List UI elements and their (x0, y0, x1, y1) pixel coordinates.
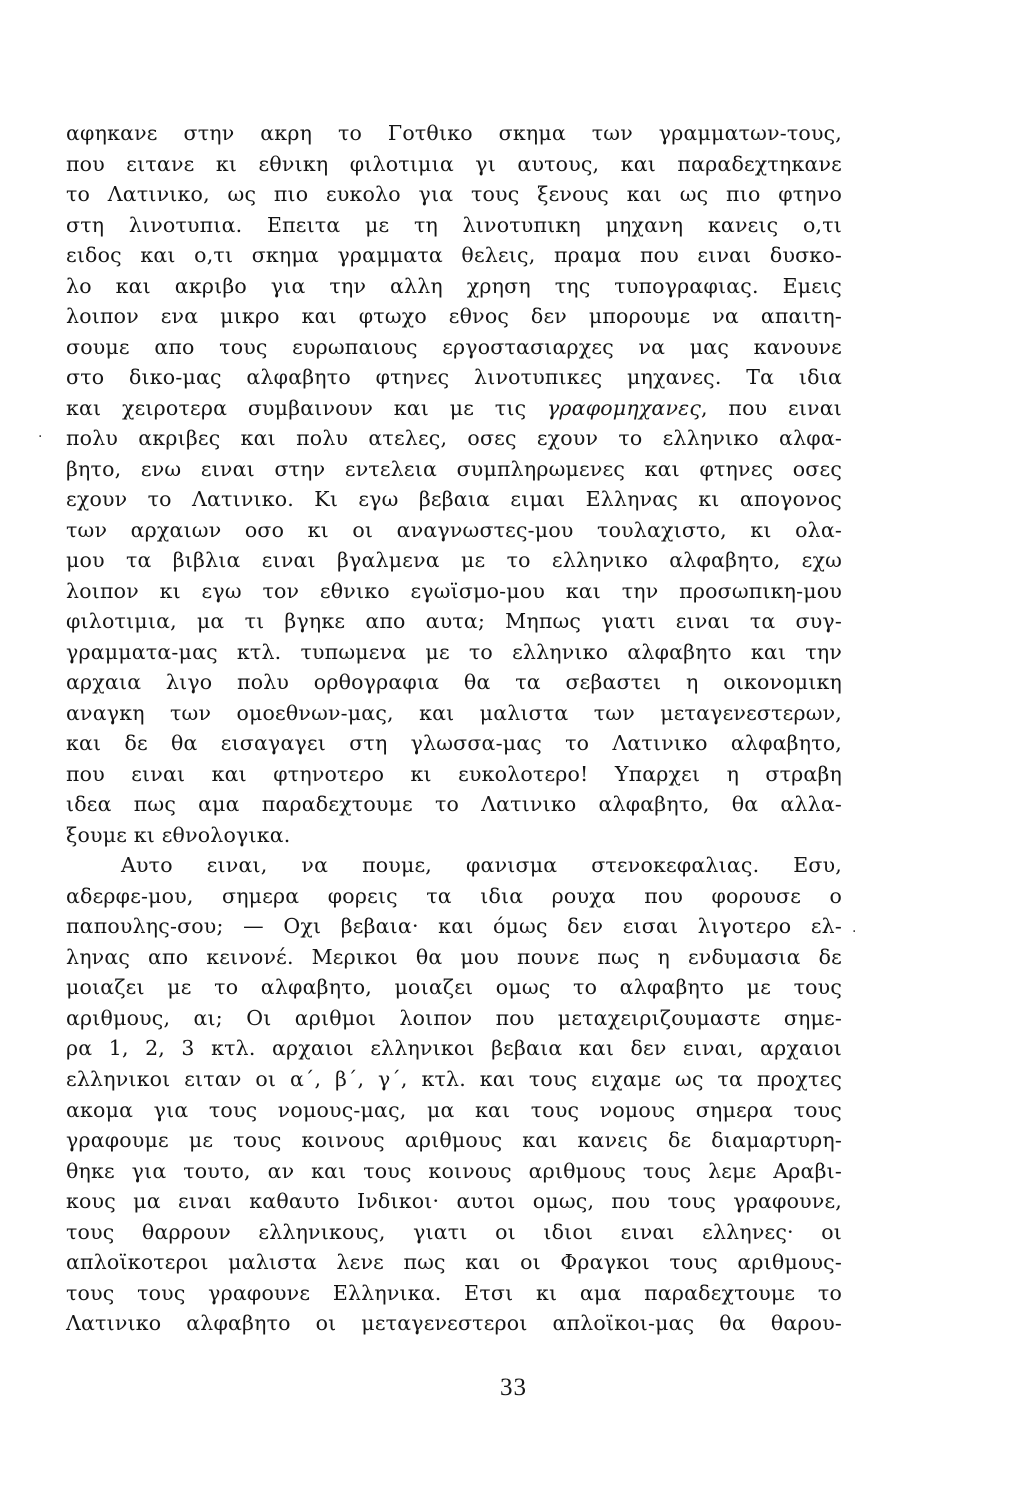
text-line-39: τους τους γραφουνε Ελληνικα. Ετσι κι αμα παραδεχτουμε το (66, 1280, 842, 1305)
text-line-11: πολυ ακριβες και πολυ ατελες, οσες εχουν το ελληνικο αλφα- (66, 426, 842, 451)
text-line-40: Λατινικο αλφαβητο οι μεταγενεστεροι απλοϊκοι-μας θα θαρου- (66, 1311, 842, 1336)
text-line-36: κους μα ειναι καθαυτο Ινδικοι· αυτοι ομως, που τους γραφουνε, (66, 1189, 842, 1214)
text-line-22: που ειναι και φτηνοτερο κι ευκολοτερο! Υπαρχει η στραβη (66, 761, 842, 786)
text-line-7: λοιπον ενα μικρο και φτωχο εθνος δεν μπορουμε να απαιτη- (66, 304, 842, 329)
text-line-10-start: και χειροτερα συμβαινουν και με τις (66, 395, 547, 420)
text-line-13: εχουν το Λατινικο. Κι εγω βεβαια ειμαι Ελληνας κι απογονος (66, 487, 842, 512)
text-line-34: γραφουμε με τους κοινους αριθμους και κανεις δε διαμαρτυρη- (66, 1128, 842, 1153)
margin-dot-mark: · (852, 924, 857, 940)
text-line-37: τους θαρρουν ελληνικους, γιατι οι ιδιοι ειναι ελληνες· οι (66, 1219, 842, 1244)
text-line-15: μου τα βιβλια ειναι βγαλμενα με το ελληνικο αλφαβητο, εχω (66, 548, 842, 573)
text-line-3: το Λατινικο, ως πιο ευκολο για τους ξενους και ως πιο φτηνο (66, 182, 842, 207)
text-line-31: ρα 1, 2, 3 κτλ. αρχαιοι ελληνικοι βεβαια και δεν ειναι, αρχαιοι (66, 1036, 842, 1061)
text-line-9: στο δικο-μας αλφαβητο φτηνες λινοτυπικες μηχανες. Τα ιδια (66, 365, 842, 390)
text-line-8: σουμε απο τους ευρωπαιους εργοστασιαρχες να μας κανουνε (66, 334, 842, 359)
text-line-26: αδερφε-μου, σημερα φορεις τα ιδια ρουχα που φορουσε ο (66, 883, 842, 908)
text-line-19: αρχαια λιγο πολυ ορθογραφια θα τα σεβαστει η οικονομικη (66, 670, 842, 695)
text-line-16: λοιπον κι εγω τον εθνικο εγωϊσμο-μου και την προσωπικη-μου (66, 578, 842, 603)
margin-dot-mark: · (38, 429, 43, 445)
text-line-10 (66, 393, 842, 424)
text-line-28: ληνας απο κεινονέ. Μερικοι θα μου πουνε πως η ενδυμασια δε (66, 944, 842, 969)
text-line-38: απλοϊκοτεροι μαλιστα λενε πως και οι Φραγκοι τους αριθμους- (66, 1250, 842, 1275)
text-line-20: αναγκη των ομοεθνων-μας, και μαλιστα των μεταγενεστερων, (66, 700, 842, 725)
text-line-30: αριθμους, αι; Οι αριθμοι λοιπον που μεταχειριζουμαστε σημε- (66, 1005, 842, 1030)
text-line-5: ειδος και ο,τι σκημα γραμματα θελεις, πραμα που ειναι δυσκο- (66, 243, 842, 268)
text-line-14: των αρχαιων οσο κι οι αναγνωστες-μου τουλαχιστο, κι ολα- (66, 517, 842, 542)
text-line-17: φιλοτιμια, μα τι βγηκε απο αυτα; Μηπως γιατι ειναι τα συγ- (66, 609, 842, 634)
text-line-6: λο και ακριβο για την αλλη χρηση της τυπογραφιας. Εμεις (66, 273, 842, 298)
text-line-2: που ειτανε κι εθνικη φιλοτιμια γι αυτους, και παραδεχτηκανε (66, 151, 842, 176)
text-line-23: ιδεα πως αμα παραδεχτουμε το Λατινικο αλφαβητο, θα αλλα- (66, 792, 842, 817)
text-line-25: Αυτο ειναι, να πουμε, φανισμα στενοκεφαλιας. Εσυ, (121, 853, 842, 878)
italic-word: γραφομηχανες (546, 395, 702, 420)
text-line-1: αφηκανε στην ακρη το Γοτθικο σκημα των γραμματων-τους, (66, 121, 842, 145)
text-line-29: μοιαζει με το αλφαβητο, μοιαζει ομως το αλφαβητο με τους (66, 975, 842, 1000)
text-line-18: γραμματα-μας κτλ. τυπωμενα με το ελληνικο αλφαβητο και την (66, 639, 842, 664)
text-line-32: ελληνικοι ειταν οι α΄, β΄, γ΄, κτλ. και τους ειχαμε ως τα προχτες (66, 1066, 842, 1091)
text-line-33: ακομα για τους νομους-μας, μα και τους νομους σημερα τους (66, 1097, 842, 1122)
text-line-12: βητο, ενω ειναι στην εντελεια συμπληρωμενες και φτηνες οσες (66, 456, 842, 481)
text-line-4: στη λινοτυπια. Επειτα με τη λινοτυπικη μηχανη κανεις ο,τι (66, 212, 842, 237)
text-line-27: παπουλης-σου; — Οχι βεβαια· και όμως δεν εισαι λιγοτερο ελ- (66, 914, 842, 939)
page-number: 33 (500, 1374, 527, 1401)
text-line-24: ξουμε κι εθνολογικα. (66, 822, 291, 847)
text-line-10-end: , που ειναι (701, 395, 843, 420)
text-line-35: θηκε για τουτο, αν και τους κοινους αριθμους τους λεμε Αραβι- (66, 1158, 842, 1183)
text-line-21: και δε θα εισαγαγει στη γλωσσα-μας το Λατινικο αλφαβητο, (66, 731, 842, 756)
body-text (66, 118, 842, 1339)
